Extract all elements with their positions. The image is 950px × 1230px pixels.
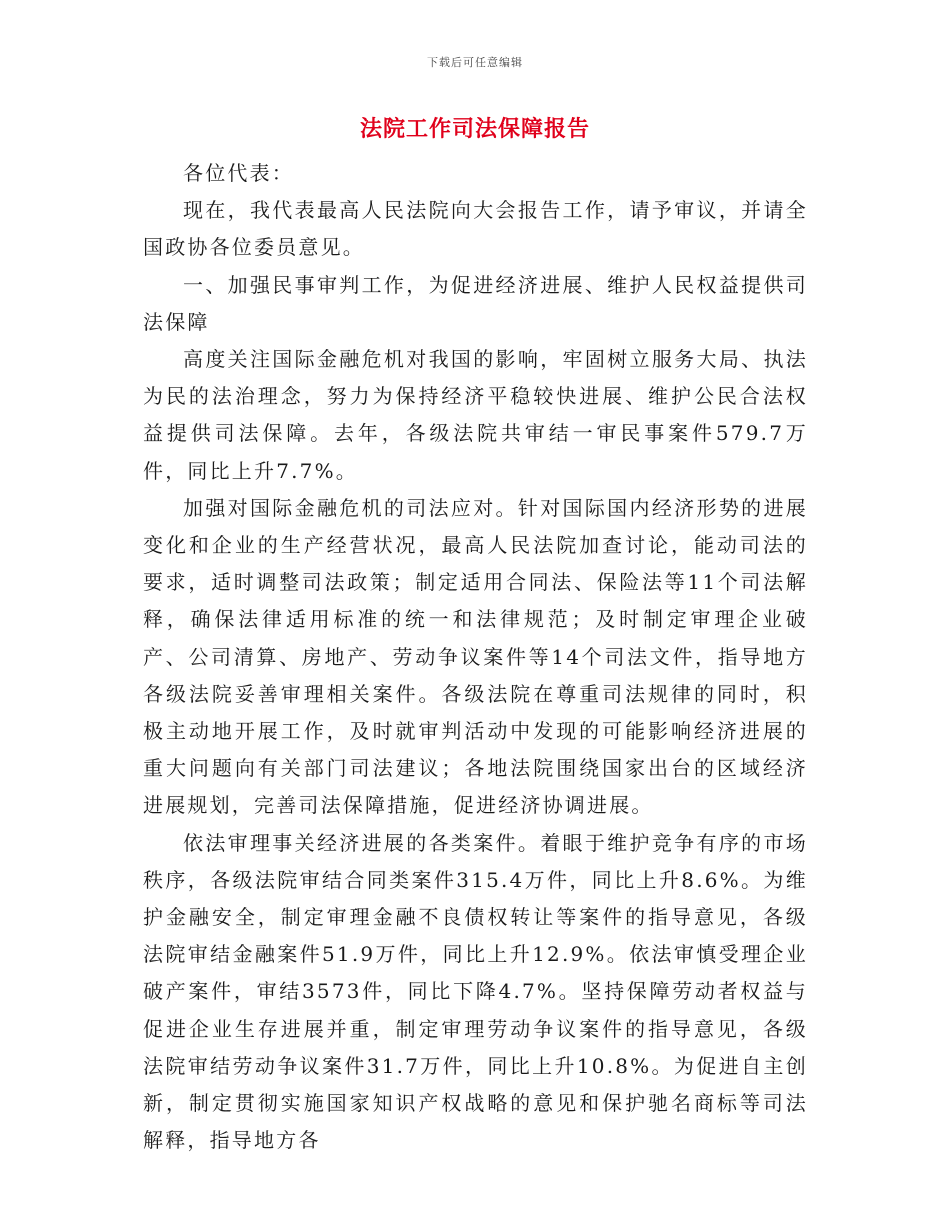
header-note: 下载后可任意编辑 — [427, 56, 523, 69]
document-body — [143, 155, 808, 1159]
document-title: 法院工作司法保障报告 — [359, 116, 590, 142]
paragraph: 加强对国际金融危机的司法应对。针对国际国内经济形势的进展变化和企业的生产经营状况，最高人民法院加查讨论，能动司法的要求，适时调整司法政策；制定适用合同法、保险法等11个司法解释，确保法律适用标准的统一和法律规范；及时制定审理企业破产、公司清算、房地产、劳动争议案件等14个司法文件，指导地方各级法院妥善审理相关案件。各级法院在尊重司法规律的同时，积极主动地开展工作，及时就审判活动中发现的可能影响经济进展的重大问题向有关部门司法建议；各地法院围绕国家出台的区域经济进展规划，完善司法保障措施，促进经济协调进展。 — [143, 495, 808, 818]
paragraph: 高度关注国际金融危机对我国的影响，牢固树立服务大局、执法为民的法治理念，努力为保持经济平稳较快进展、维护公民合法权益提供司法保障。去年，各级法院共审结一审民事案件579.7万件，同比上升7.7%。 — [143, 347, 808, 483]
section-heading: 一、加强民事审判工作，为促进经济进展、维护人民权益提供司法保障 — [143, 272, 808, 334]
paragraph-salutation: 各位代表： — [183, 161, 294, 185]
paragraph: 依法审理事关经济进展的各类案件。着眼于维护竞争有序的市场秩序，各级法院审结合同类案件315.4万件，同比上升8.6%。为维护金融安全，制定审理金融不良债权转让等案件的指导意见，各级法院审结金融案件51.9万件，同比上升12.9%。依法审慎受理企业破产案件，审结3573件，同比下降4.7%。坚持保障劳动者权益与促进企业生存进展并重，制定审理劳动争议案件的指导意见，各级法院审结劳动争议案件31.7万件，同比上升10.8%。为促进自主创新，制定贯彻实施国家知识产权战略的意见和保护驰名商标等司法解释，指导地方各 — [143, 830, 808, 1153]
paragraph-intro: 现在，我代表最高人民法院向大会报告工作，请予审议，并请全国政协各位委员意见。 — [143, 198, 808, 260]
